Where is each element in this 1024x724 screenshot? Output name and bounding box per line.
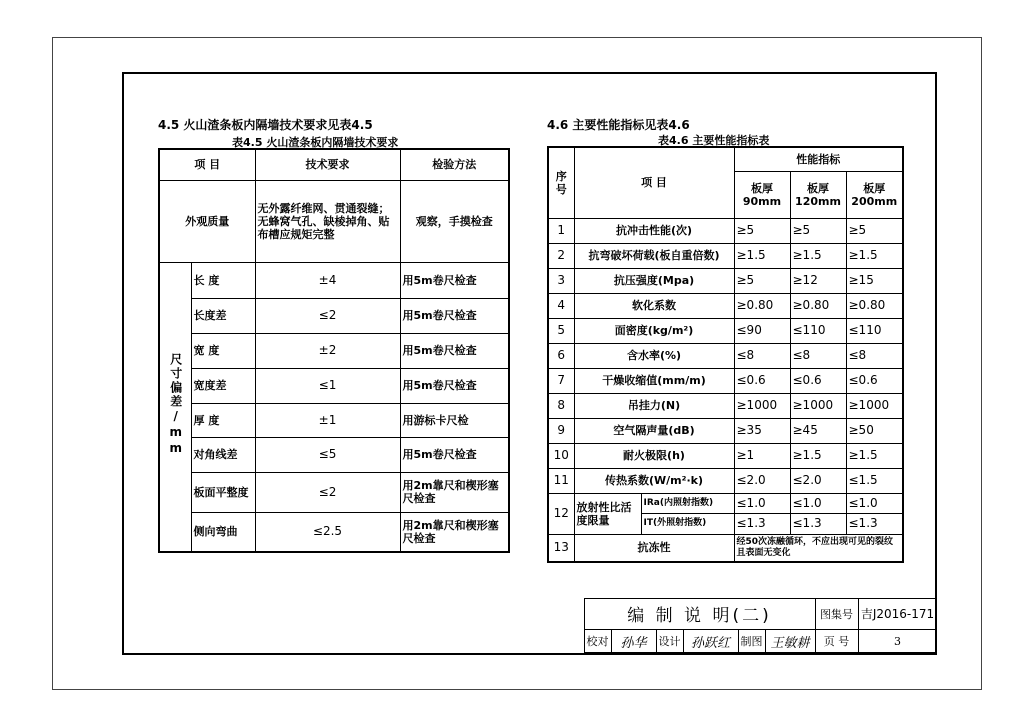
row-value: ≥5 [734, 218, 790, 243]
table-row-req: ±1 [255, 403, 400, 437]
table-row-req: ≤2 [255, 472, 400, 512]
atlas-number: 吉J2016-171 [858, 598, 937, 630]
row-value: ≤1.0 [846, 493, 903, 514]
row-value: ≥0.80 [846, 293, 903, 318]
row-value: ≤0.6 [846, 368, 903, 393]
row-value: ≤1.5 [846, 468, 903, 493]
appearance-item: 外观质量 [159, 180, 255, 262]
row-13-value: 经50次冻融循环，不应出现可见的裂纹且表面无变化 [734, 534, 903, 562]
row-no: 1 [548, 218, 574, 243]
row-item: 抗冲击性能(次) [574, 218, 734, 243]
table-4-6-caption: 表4.6 主要性能指标表 [658, 134, 770, 147]
row-value: ≥1 [734, 443, 790, 468]
header-thickness-120: 板厚 120mm [790, 171, 846, 218]
row-value: ≥5 [790, 218, 846, 243]
table-row-method: 用5m卷尺检查 [400, 262, 509, 298]
row-value: ≤1.3 [846, 514, 903, 535]
row-no: 7 [548, 368, 574, 393]
row-no: 8 [548, 393, 574, 418]
row-value: ≤8 [734, 343, 790, 368]
table-4-6 [547, 146, 904, 563]
row-value: ≥5 [734, 268, 790, 293]
row-value: ≥1.5 [790, 443, 846, 468]
row-item: 吊挂力(N) [574, 393, 734, 418]
table-row-method: 用5m卷尺检查 [400, 368, 509, 403]
row-12-sub-label: IRa(内照射指数) [642, 494, 734, 515]
row-item: 放射性比活度限量 [575, 494, 642, 534]
row-value: ≤8 [790, 343, 846, 368]
row-value: ≤8 [846, 343, 903, 368]
header-no: 序号 [548, 147, 574, 218]
header-item: 项 目 [574, 147, 734, 218]
page-label: 页 号 [815, 629, 859, 653]
row-item: 耐火极限(h) [574, 443, 734, 468]
table-row-method: 用2m靠尺和楔形塞尺检查 [400, 472, 509, 512]
row-item: 抗压强度(Mpa) [574, 268, 734, 293]
appearance-method: 观察，手摸检查 [400, 180, 509, 262]
row-item: 软化系数 [574, 293, 734, 318]
table-row-item: 侧向弯曲 [191, 512, 255, 552]
atlas-label: 图集号 [815, 598, 859, 630]
row-item: 抗冻性 [574, 534, 734, 562]
table-row-method: 用5m卷尺检查 [400, 298, 509, 333]
header-item: 项 目 [159, 149, 255, 180]
row-value: ≥0.80 [790, 293, 846, 318]
row-value: ≤2.0 [734, 468, 790, 493]
page-number: 3 [894, 634, 901, 648]
header-requirement: 技术要求 [255, 149, 400, 180]
table-row-method: 用5m卷尺检查 [400, 333, 509, 368]
row-12-sub-label: IT(外照射指数) [643, 518, 707, 529]
row-no: 2 [548, 243, 574, 268]
row-item: 空气隔声量(dB) [574, 418, 734, 443]
row-value: ≥1000 [846, 393, 903, 418]
row-value: ≥0.80 [734, 293, 790, 318]
title-block [584, 598, 936, 653]
row-value: ≥15 [846, 268, 903, 293]
table-row-item: 板面平整度 [191, 472, 255, 512]
table-row-req: ±2 [255, 333, 400, 368]
header-method: 检验方法 [400, 149, 509, 180]
row-item: 抗弯破坏荷载(板自重倍数) [574, 243, 734, 268]
table-row-item: 厚 度 [191, 403, 255, 437]
row-value: ≥1000 [790, 393, 846, 418]
table-row-item: 长 度 [191, 262, 255, 298]
header-performance: 性能指标 [734, 147, 903, 171]
table-row-req: ≤5 [255, 437, 400, 472]
row-value: ≤1.0 [790, 493, 846, 514]
drawing-title: 编 制 说 明(二) [584, 598, 816, 630]
row-no: 11 [548, 468, 574, 493]
row-value: ≤110 [846, 318, 903, 343]
row-no: 13 [548, 534, 574, 562]
row-value: ≤0.6 [734, 368, 790, 393]
row-value: ≥1.5 [790, 243, 846, 268]
row-no: 9 [548, 418, 574, 443]
design-signature: 孙跃红 [683, 629, 739, 653]
section-4-6-heading: 4.6 主要性能指标见表4.6 [547, 118, 690, 132]
dimension-group-label: 尺寸偏差/mm [168, 353, 183, 458]
row-item: 干燥收缩值(mm/m) [574, 368, 734, 393]
row-no: 3 [548, 268, 574, 293]
row-no: 12 [548, 493, 574, 534]
row-value: ≥50 [846, 418, 903, 443]
row-value: ≥1000 [734, 393, 790, 418]
row-item: 含水率(%) [574, 343, 734, 368]
dimension-group-cell [159, 262, 191, 552]
table-4-5-caption: 表4.5 火山渣条板内隔墙技术要求 [232, 136, 399, 149]
row-value: ≥5 [846, 218, 903, 243]
table-row-req: ±4 [255, 262, 400, 298]
table-row-item: 对角线差 [191, 437, 255, 472]
row-value: ≤1.3 [790, 514, 846, 535]
appearance-requirement: 无外露纤维网、贯通裂缝；无蜂窝气孔、缺棱掉角、贴布槽应规矩完整 [255, 180, 400, 262]
row-no: 5 [548, 318, 574, 343]
header-thickness-90: 板厚 90mm [734, 171, 790, 218]
table-row-method: 用5m卷尺检查 [400, 437, 509, 472]
row-value: ≤1.0 [734, 493, 790, 514]
row-no: 10 [548, 443, 574, 468]
row-value: ≥1.5 [846, 243, 903, 268]
row-item: 传热系数(W/m²·k) [574, 468, 734, 493]
row-no: 4 [548, 293, 574, 318]
row-value: ≥1.5 [846, 443, 903, 468]
row-value: ≥12 [790, 268, 846, 293]
design-label: 设计 [656, 629, 684, 653]
table-4-5 [158, 148, 510, 553]
check-signature: 孙华 [611, 629, 657, 653]
row-value: ≥35 [734, 418, 790, 443]
table-row-req: ≤2 [255, 298, 400, 333]
table-row-item: 长度差 [191, 298, 255, 333]
table-row-method: 用2m靠尺和楔形塞尺检查 [400, 512, 509, 552]
table-row-req: ≤2.5 [255, 512, 400, 552]
row-12-item-cell [574, 493, 734, 534]
check-label: 校对 [584, 629, 612, 653]
header-thickness-200: 板厚 200mm [846, 171, 903, 218]
section-4-5-heading: 4.5 火山渣条板内隔墙技术要求见表4.5 [158, 118, 373, 132]
draw-signature: 王敏耕 [765, 629, 816, 653]
row-value: ≥1.5 [734, 243, 790, 268]
table-row-req: ≤1 [255, 368, 400, 403]
row-value: ≤110 [790, 318, 846, 343]
row-value: ≤1.3 [734, 514, 790, 535]
row-value: ≤2.0 [790, 468, 846, 493]
row-item: 面密度(kg/m²) [574, 318, 734, 343]
table-row-item: 宽度差 [191, 368, 255, 403]
row-value: ≥45 [790, 418, 846, 443]
draw-label: 制图 [738, 629, 766, 653]
table-row-method: 用游标卡尺检 [400, 403, 509, 437]
row-value: ≤90 [734, 318, 790, 343]
row-value: ≤0.6 [790, 368, 846, 393]
row-no: 6 [548, 343, 574, 368]
table-row-item: 宽 度 [191, 333, 255, 368]
